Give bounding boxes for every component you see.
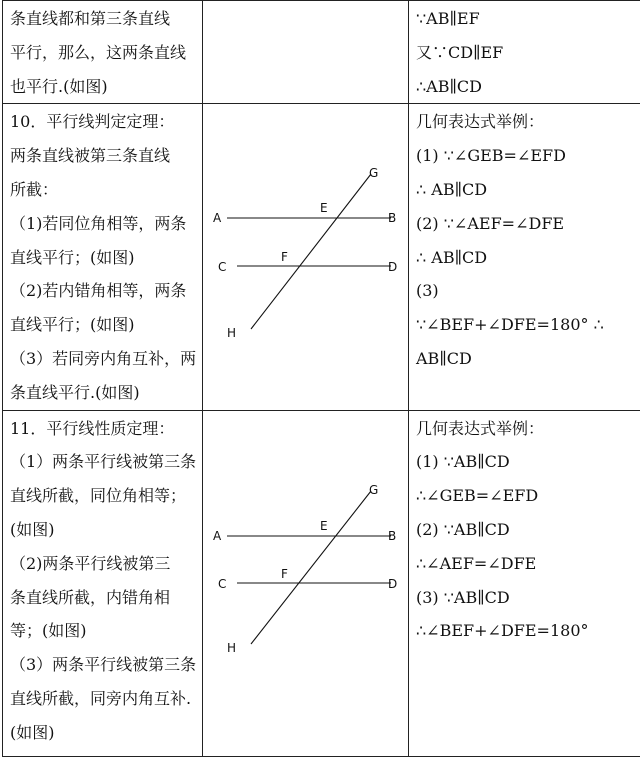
label-h: H	[227, 641, 236, 655]
label-b: B	[388, 529, 396, 543]
text-line: ∴AB∥CD	[416, 70, 637, 104]
parallel-lines-diagram	[203, 411, 408, 711]
text-line: (1) ∵AB∥CD	[416, 445, 637, 479]
text-line: 条直线所截，内错角相	[10, 581, 198, 615]
text-line: （1）两条平行线被第三条	[10, 445, 198, 479]
figure-cell	[203, 410, 409, 756]
text-line: 11．平行线性质定理：	[10, 412, 198, 446]
text-line: 直线平行；(如图)	[10, 241, 198, 275]
expression-cell	[409, 410, 640, 756]
text-line: AB∥CD	[416, 342, 637, 376]
table-row-theorem-11	[3, 410, 640, 756]
text-line: (2) ∵AB∥CD	[416, 513, 637, 547]
parallel-lines-diagram	[203, 104, 408, 404]
label-a: A	[213, 211, 222, 225]
label-g: G	[369, 166, 378, 180]
text-line: 所截：	[10, 173, 198, 207]
figure-cell-empty	[203, 1, 409, 104]
theorem-table	[2, 0, 640, 757]
text-line: ∵AB∥EF	[416, 2, 637, 36]
label-e: E	[320, 201, 328, 215]
text-line: (2) ∵∠AEF=∠DFE	[416, 207, 637, 241]
text-line: （1)若同位角相等，两条	[10, 207, 198, 241]
text-line: (如图)	[10, 513, 198, 547]
text-line: (3)	[416, 274, 637, 308]
text-line: （3）两条平行线被第三条	[10, 648, 198, 682]
statement-cell	[3, 410, 203, 756]
text-line: ∴∠GEB=∠EFD	[416, 479, 637, 513]
text-line: 10．平行线判定定理：	[10, 105, 198, 139]
label-f: F	[281, 250, 288, 264]
text-line: ∴∠AEF=∠DFE	[416, 547, 637, 581]
label-c: C	[218, 260, 226, 274]
text-line: 直线所截，同位角相等；	[10, 479, 198, 513]
text-line: ∴∠BEF+∠DFE=180°	[416, 614, 637, 648]
text-line: （2)两条平行线被第三	[10, 547, 198, 581]
label-e: E	[320, 519, 328, 533]
transversal-gh	[251, 174, 371, 329]
text-line: （2)若内错角相等，两条	[10, 274, 198, 308]
label-b: B	[388, 211, 396, 225]
text-line: 直线平行；(如图)	[10, 308, 198, 342]
label-c: C	[218, 577, 226, 591]
text-line: ∴ AB∥CD	[416, 173, 637, 207]
text-line: 平行，那么，这两条直线	[10, 36, 198, 70]
text-line: 直线所截，同旁内角互补.	[10, 682, 198, 716]
text-line: 条直线平行.(如图)	[10, 376, 198, 410]
label-d: D	[388, 260, 397, 274]
figure-cell	[203, 104, 409, 410]
table-row-parallel-transitive	[3, 1, 640, 104]
text-line: （3）若同旁内角互补，两	[10, 342, 198, 376]
text-line: (1) ∵∠GEB=∠EFD	[416, 139, 637, 173]
text-line: 几何表达式举例：	[416, 412, 637, 446]
parallel-lines-figure	[203, 104, 408, 404]
expression-cell	[409, 104, 640, 410]
table-row-theorem-10	[3, 104, 640, 410]
expression-cell	[409, 1, 640, 104]
statement-cell	[3, 1, 203, 104]
transversal-gh	[251, 491, 371, 644]
text-line: (如图)	[10, 716, 198, 750]
text-line: 几何表达式举例：	[416, 105, 637, 139]
label-h: H	[227, 326, 236, 340]
text-line: ∵∠BEF+∠DFE=180° ∴	[416, 308, 637, 342]
label-d: D	[388, 577, 397, 591]
text-line: 条直线都和第三条直线	[10, 2, 198, 36]
label-g: G	[369, 483, 378, 497]
label-a: A	[213, 529, 222, 543]
text-line: ∴ AB∥CD	[416, 241, 637, 275]
text-line: (3) ∵AB∥CD	[416, 581, 637, 615]
text-line: 又∵CD∥EF	[416, 36, 637, 70]
label-f: F	[281, 567, 288, 581]
text-line: 两条直线被第三条直线	[10, 139, 198, 173]
text-line: 也平行.(如图)	[10, 70, 198, 104]
statement-cell	[3, 104, 203, 410]
parallel-lines-figure	[203, 411, 408, 711]
text-line: 等；(如图)	[10, 614, 198, 648]
